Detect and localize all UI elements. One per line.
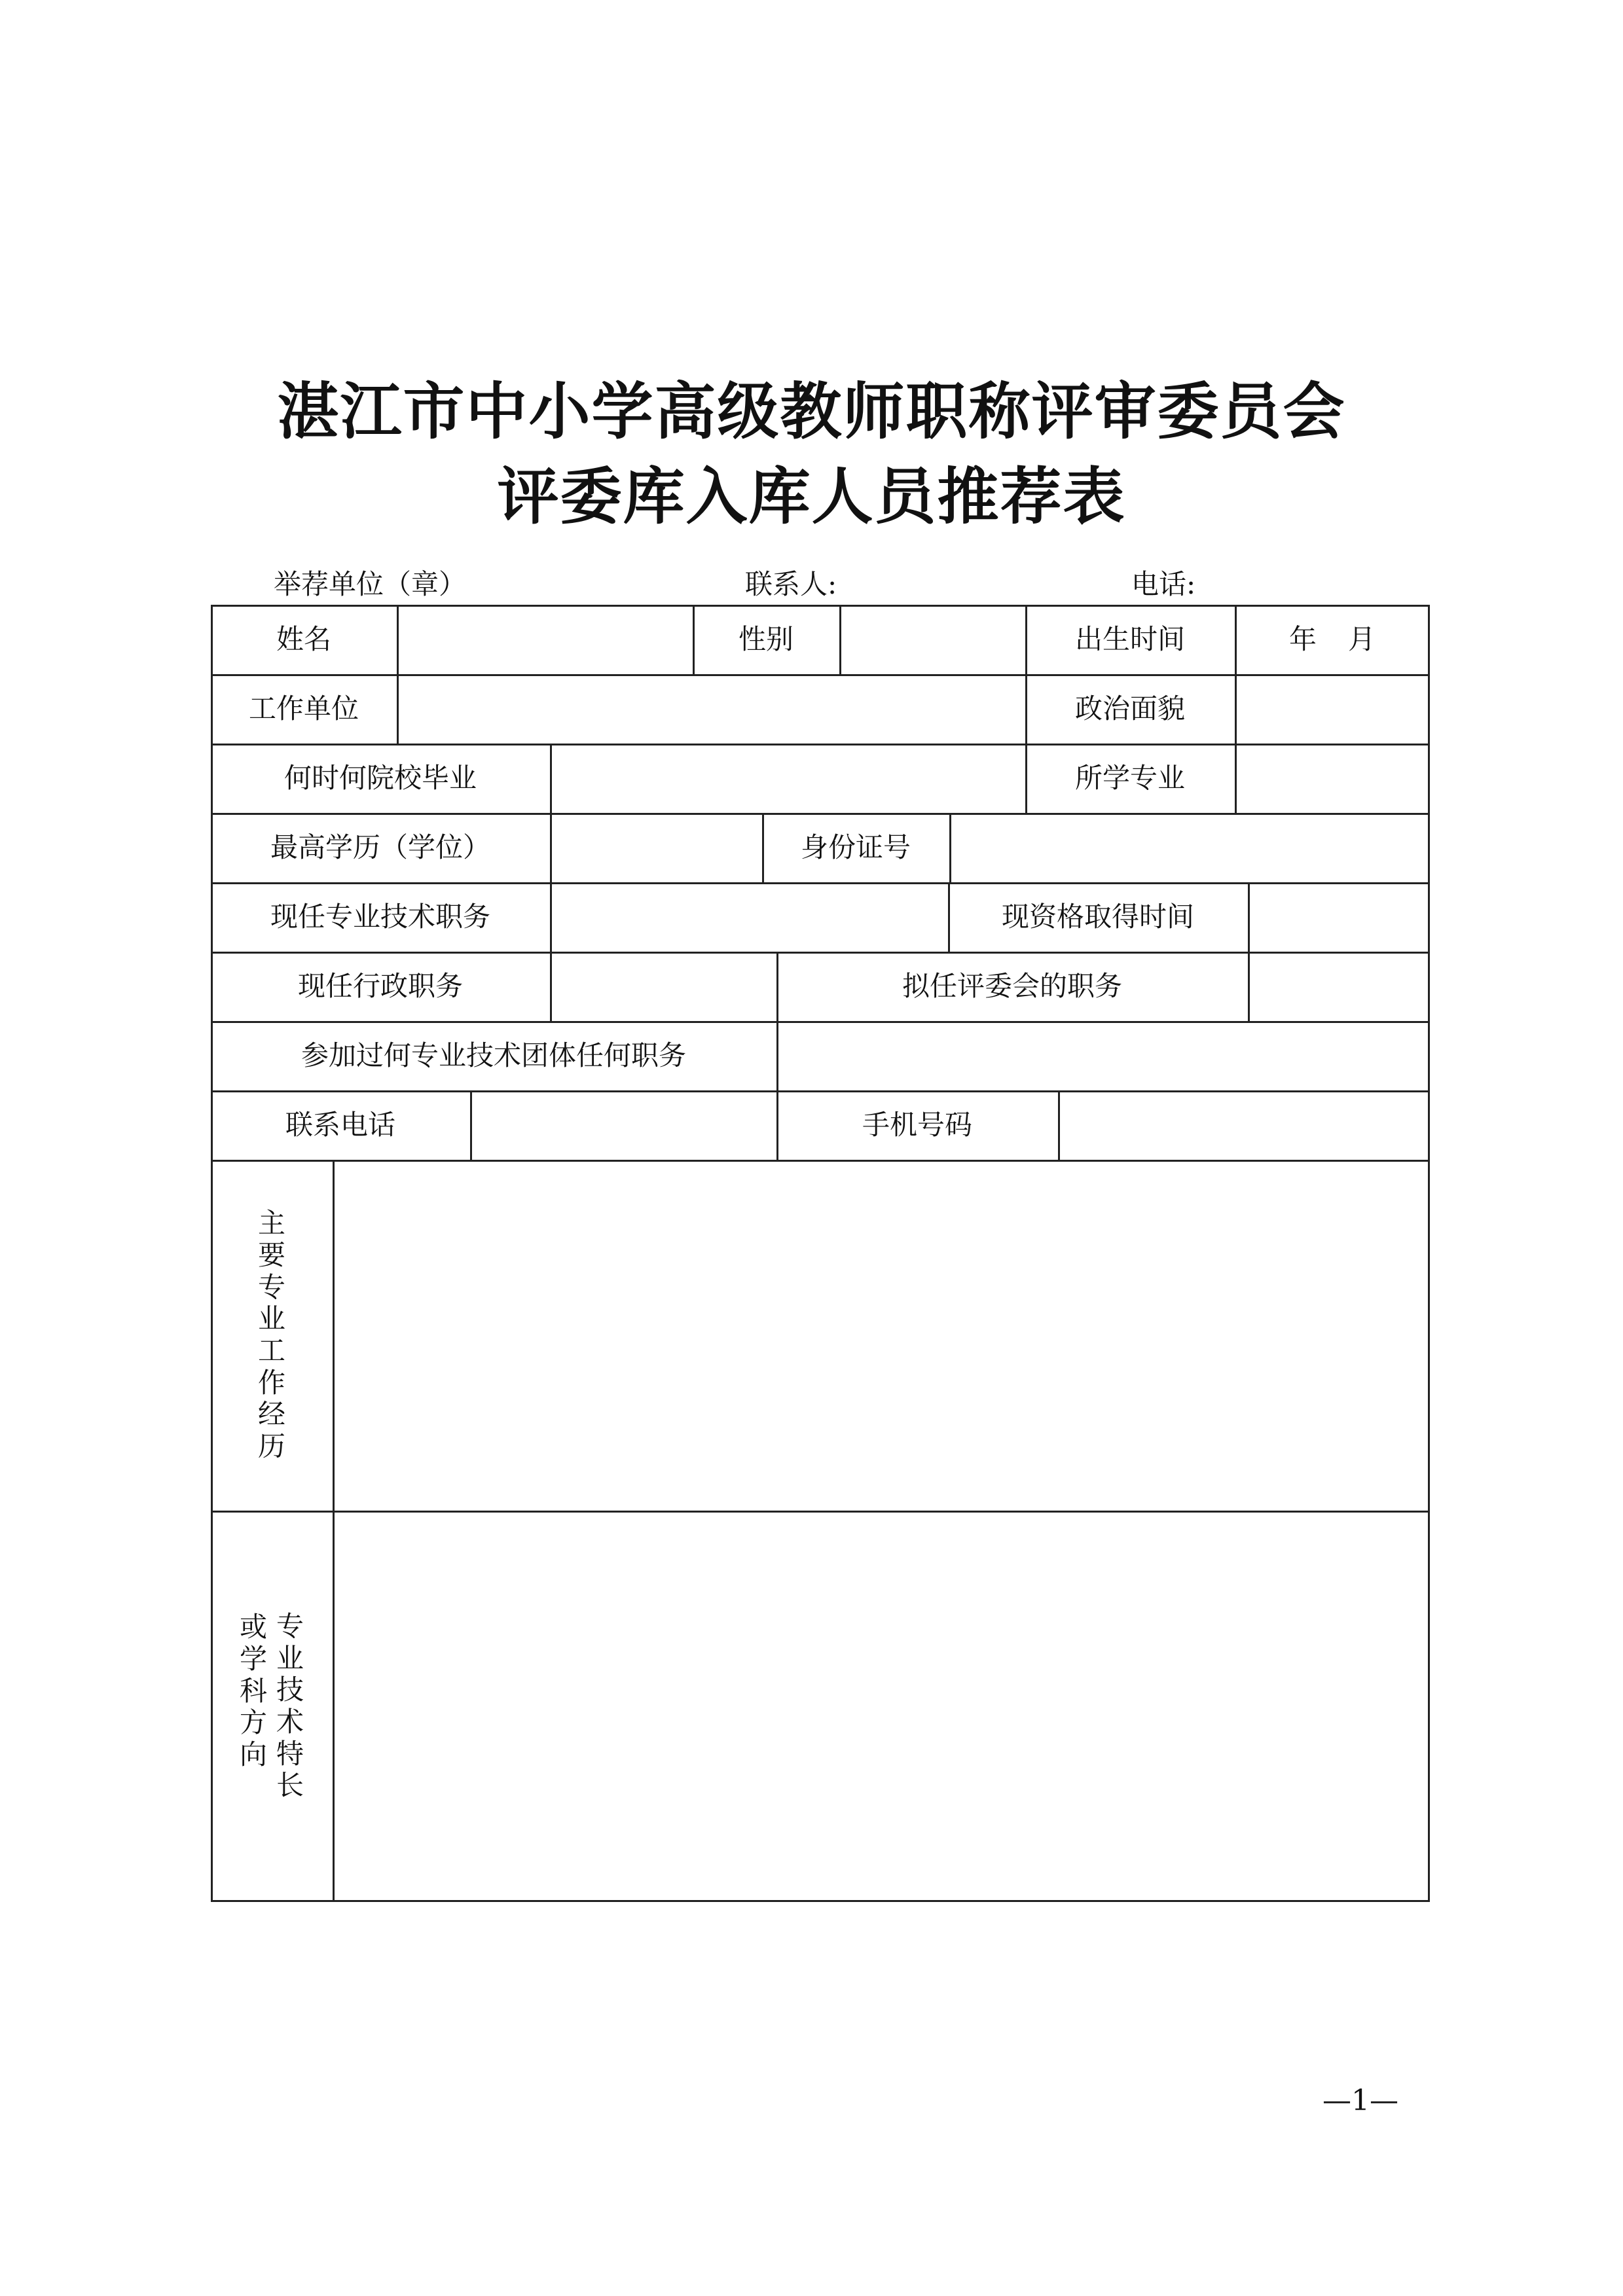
gender-label: 性别: [738, 623, 793, 655]
political-status-field[interactable]: [1235, 674, 1430, 744]
form-title-line2: 评委库入库人员推荐表: [497, 461, 1126, 533]
graduation-field[interactable]: [550, 744, 1025, 813]
contact-person-label: 联系人:: [745, 568, 837, 600]
birth-date-label: 出生时间: [1074, 623, 1185, 655]
recommendation-form-table: [211, 605, 1430, 1902]
contact-phone-label: 联系电话: [285, 1109, 395, 1141]
major-field[interactable]: [1235, 744, 1430, 813]
political-status-label: 政治面貌: [1074, 692, 1185, 725]
qualification-time-field[interactable]: [1248, 882, 1430, 952]
workplace-field[interactable]: [397, 674, 1025, 744]
specialty-field[interactable]: [333, 1511, 1430, 1902]
education-field[interactable]: [550, 813, 762, 882]
contact-phone-field[interactable]: [470, 1090, 776, 1160]
specialty-label: [211, 1511, 333, 1902]
education-label: 最高学历（学位）: [270, 831, 490, 863]
page-number: —1—: [1322, 2084, 1398, 2117]
specialty-text-col2: 或 学 科 方 向: [239, 1611, 267, 1771]
specialty-text-col1: 专 业 技 术 特 长: [276, 1609, 304, 1802]
proposed-post-label: 拟任评委会的职务: [902, 970, 1122, 1002]
mobile-label: 手机号码: [862, 1109, 972, 1141]
work-experience-text: 主 要 专 业 工 作 经 历: [257, 1207, 285, 1463]
name-field[interactable]: [397, 605, 693, 674]
work-experience-label: [211, 1160, 333, 1511]
qualification-time-label: 现资格取得时间: [1001, 901, 1194, 933]
current-title-label: 现任专业技术职务: [270, 901, 490, 933]
graduation-label: 何时何院校毕业: [283, 762, 477, 794]
admin-post-label: 现任行政职务: [297, 970, 463, 1002]
admin-post-field[interactable]: [550, 952, 776, 1021]
birth-month-label: 月: [1348, 623, 1376, 655]
phone-label: 电话:: [1131, 568, 1196, 600]
name-label: 姓名: [276, 623, 331, 655]
birth-date-field[interactable]: [1235, 605, 1430, 674]
gender-field[interactable]: [839, 605, 1025, 674]
recommending-unit-label: 举荐单位（章）: [274, 568, 467, 600]
id-number-label: 身份证号: [800, 831, 911, 863]
association-post-label: 参加过何专业技术团体任何职务: [301, 1039, 686, 1071]
association-post-field[interactable]: [776, 1021, 1430, 1090]
proposed-post-field[interactable]: [1248, 952, 1430, 1021]
work-experience-field[interactable]: [333, 1160, 1430, 1511]
workplace-label: 工作单位: [248, 692, 359, 725]
mobile-field[interactable]: [1058, 1090, 1430, 1160]
id-number-field[interactable]: [949, 813, 1430, 882]
form-title-line1: 湛江市中小学高级教师职称评审委员会: [277, 376, 1346, 448]
birth-year-label: 年: [1288, 623, 1317, 655]
current-title-field[interactable]: [550, 882, 948, 952]
major-label: 所学专业: [1074, 762, 1185, 794]
